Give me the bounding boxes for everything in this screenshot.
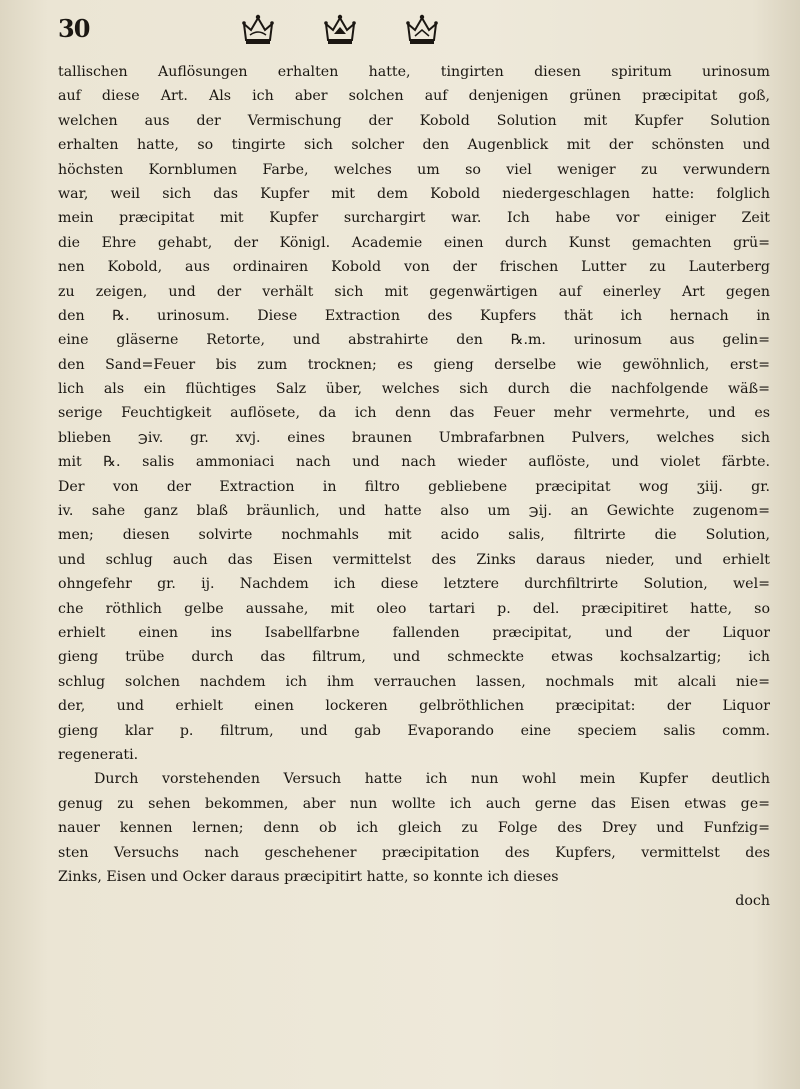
header-ornaments [238, 10, 442, 50]
text-line: men; diesen solvirte nochmahls mit acido salis, filtrirte die Solution, [58, 527, 770, 544]
text-line: war, weil sich das Kupfer mit dem Kobold niedergeschlagen hatte: folglich [58, 185, 770, 202]
text-line: nen Kobold, aus ordinairen Kobold von der frischen Lutter zu Lauterberg [58, 259, 770, 276]
text-line: mein præcipitat mit Kupfer surchargirt war. Ich habe vor einiger Zeit [58, 210, 770, 227]
text-line: mit ℞. salis ammoniaci nach und nach wieder auflöste, und violet färbte. [58, 454, 770, 471]
crown-ornament-icon [402, 10, 442, 50]
text-line: Zinks, Eisen und Ocker daraus præcipitirt hatte, so konnte ich dieses [58, 868, 559, 885]
text-line: den Sand=Feuer bis zum trocknen; es gieng derselbe wie gewöhnlich, erst= [58, 356, 770, 373]
catchword: doch [735, 893, 770, 910]
crown-ornament-icon [320, 10, 360, 50]
text-line: und schlug auch das Eisen vermittelst des Zinks daraus nieder, und erhielt [58, 551, 770, 568]
text-line: nauer kennen lernen; denn ob ich gleich zu Folge des Drey und Funfzig= [58, 820, 770, 837]
text-line: serige Feuchtigkeit auflösete, da ich denn das Feuer mehr vermehrte, und es [58, 405, 770, 422]
text-line: ohngefehr gr. ij. Nachdem ich diese letztere durchfiltrirte Solution, wel= [58, 576, 770, 593]
text-line: höchsten Kornblumen Farbe, welches um so viel weniger zu verwundern [58, 161, 770, 178]
text-line: genug zu sehen bekommen, aber nun wollte ich auch gerne das Eisen etwas ge= [58, 795, 770, 812]
crown-ornament-icon [238, 10, 278, 50]
text-line: sten Versuchs nach geschehener præcipitation des Kupfers, vermittelst des [58, 844, 770, 861]
page-number: 30 [58, 14, 90, 43]
text-line: che röthlich gelbe aussahe, mit oleo tartari p. del. præcipitiret hatte, so [58, 600, 770, 617]
text-line: erhalten hatte, so tingirte sich solcher den Augenblick mit der schönsten und [58, 137, 770, 154]
text-line: den ℞. urinosum. Diese Extraction des Kupfers thät ich hernach in [58, 307, 770, 324]
text-line: gieng klar p. filtrum, und gab Evaporando eine speciem salis comm. [58, 722, 770, 739]
text-line: regenerati. [58, 746, 139, 763]
text-line: schlug solchen nachdem ich ihm verrauchen lassen, nochmals mit alcali nie= [58, 673, 770, 690]
text-line: auf diese Art. Als ich aber solchen auf denjenigen grünen præcipitat goß, [58, 88, 770, 105]
text-line: der, und erhielt einen lockeren gelbröthlichen præcipitat: der Liquor [58, 698, 770, 715]
text-line: gieng trübe durch das filtrum, und schmeckte etwas kochsalzartig; ich [58, 649, 770, 666]
text-line: iv. sahe ganz blaß bräunlich, und hatte also um ℈ij. an Gewichte zugenom= [58, 503, 770, 520]
text-line: lich als ein flüchtiges Salz über, welches sich durch die nachfolgende wäß= [58, 381, 770, 398]
text-line: zu zeigen, und der verhält sich mit gegenwärtigen auf einerley Art gegen [58, 283, 770, 300]
page-header [58, 10, 778, 54]
text-line: tallischen Auflösungen erhalten hatte, tingirten diesen spiritum urinosum [58, 64, 770, 80]
text-line: Durch vorstehenden Versuch hatte ich nun wohl mein Kupfer deutlich [94, 771, 770, 788]
text-line: welchen aus der Vermischung der Kobold Solution mit Kupfer Solution [58, 112, 770, 129]
text-line: Der von der Extraction in filtro gebliebene præcipitat wog ʒiij. gr. [58, 478, 770, 495]
text-line: eine gläserne Retorte, und abstrahirte den ℞.m. urinosum aus gelin= [58, 332, 770, 349]
text-line: erhielt einen ins Isabellfarbne fallenden præcipitat, und der Liquor [58, 624, 770, 641]
text-line: blieben ℈iv. gr. xvj. eines braunen Umbrafarbnen Pulvers, welches sich [58, 429, 770, 446]
body-text [58, 60, 770, 914]
text-line: die Ehre gehabt, der Königl. Academie einen durch Kunst gemachten grü= [58, 234, 770, 251]
